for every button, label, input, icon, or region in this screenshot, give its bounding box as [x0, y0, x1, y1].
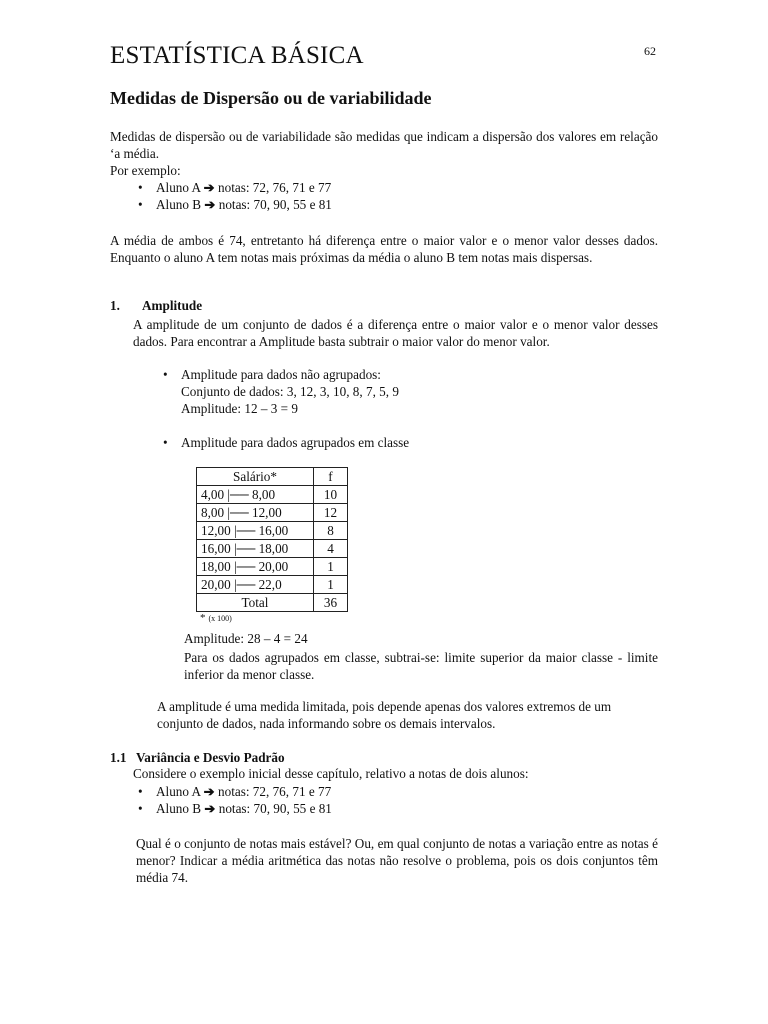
student-name: Aluno B [156, 197, 202, 212]
table-row [197, 522, 348, 540]
footnote-text: (x 100) [208, 614, 232, 623]
asterisk-icon: * [200, 612, 206, 624]
bullet-icon: • [138, 801, 143, 816]
arrow-right-icon: ➔ [204, 197, 216, 212]
amplitude-heading [110, 298, 202, 314]
table-row [197, 558, 348, 576]
arrow-right-icon: ➔ [203, 784, 215, 799]
grouped-explanation: Para os dados agrupados em classe, subtrai-se: limite superior da maior classe - limite inferior da menor classe. [184, 650, 658, 682]
table-row [197, 540, 348, 558]
student-name: Aluno A [156, 784, 201, 799]
class-cell: 16,00 |── 18,00 [197, 540, 314, 558]
table-footnote [200, 612, 232, 624]
list-item [132, 783, 332, 800]
student-grades: notas: 72, 76, 71 e 77 [218, 784, 332, 799]
bullet-icon: • [163, 435, 168, 450]
example-list-repeat [132, 783, 332, 817]
list-item [132, 196, 332, 213]
list-item [132, 179, 332, 196]
class-cell: 4,00 |── 8,00 [197, 486, 314, 504]
bullet-icon: • [138, 784, 143, 799]
table-row [197, 576, 348, 594]
frequency-cell: 10 [314, 486, 348, 504]
class-cell: 18,00 |── 20,00 [197, 558, 314, 576]
student-grades: notas: 72, 76, 71 e 77 [218, 180, 332, 195]
ungrouped-label: Amplitude para dados não agrupados: [181, 367, 381, 382]
grouped-label: Amplitude para dados agrupados em classe [181, 435, 410, 450]
class-cell: 12,00 |── 16,00 [197, 522, 314, 540]
frequency-cell: 1 [314, 576, 348, 594]
heading-text: Amplitude [142, 298, 203, 313]
header-frequency: f [314, 468, 348, 486]
ungrouped-details [181, 383, 399, 417]
list-item [157, 434, 409, 451]
student-name: Aluno B [156, 801, 202, 816]
variance-heading [110, 750, 285, 766]
frequency-cell: 8 [314, 522, 348, 540]
page-number: 62 [644, 44, 656, 58]
table-total-row [197, 594, 348, 612]
total-value: 36 [314, 594, 348, 612]
class-cell: 20,00 |── 22,0 [197, 576, 314, 594]
bullet-icon: • [138, 180, 143, 195]
student-grades: notas: 70, 90, 55 e 81 [218, 197, 332, 212]
frequency-cell: 12 [314, 504, 348, 522]
grouped-list [157, 434, 409, 451]
list-item [132, 800, 332, 817]
list-item [157, 366, 381, 383]
bullet-icon: • [138, 197, 143, 212]
frequency-cell: 1 [314, 558, 348, 576]
table-header-row [197, 468, 348, 486]
frequency-table [196, 467, 348, 612]
student-grades: notas: 70, 90, 55 e 81 [218, 801, 332, 816]
example-label: Por exemplo: [110, 163, 181, 178]
amplitude-limitation: A amplitude é uma medida limitada, pois depende apenas dos valores extremos de um conjunto de dados, nada informando sobre os demais intervalos. [157, 699, 612, 731]
frequency-cell: 4 [314, 540, 348, 558]
ungrouped-result: Amplitude: 12 – 3 = 9 [181, 401, 298, 416]
heading-number: 1.1 [110, 750, 127, 765]
example-list [132, 179, 332, 213]
class-cell: 8,00 |── 12,00 [197, 504, 314, 522]
arrow-right-icon: ➔ [204, 801, 216, 816]
grouped-result: Amplitude: 28 – 4 = 24 [184, 631, 308, 646]
dataset-line: Conjunto de dados: 3, 12, 3, 10, 8, 7, 5, 9 [181, 384, 399, 399]
arrow-right-icon: ➔ [203, 180, 215, 195]
student-name: Aluno A [156, 180, 201, 195]
bullet-icon: • [163, 367, 168, 382]
mean-paragraph: A média de ambos é 74, entretanto há diferença entre o maior valor e o menor valor desses dados. Enquanto o aluno A tem notas mais próximas da média o aluno B tem notas mais dispersas. [110, 233, 658, 265]
heading-text: Variância e Desvio Padrão [136, 750, 285, 765]
variance-intro: Considere o exemplo inicial desse capítulo, relativo a notas de dois alunos: [133, 766, 529, 781]
heading-number: 1. [110, 298, 120, 313]
section-title: Medidas de Dispersão ou de variabilidade [110, 88, 432, 108]
table-row [197, 486, 348, 504]
variance-question: Qual é o conjunto de notas mais estável? Ou, em qual conjunto de notas a variação entre as notas é menor? Indicar a média aritmética das notas não resolve o problema, pois os dois conjuntos têm média 74. [136, 836, 658, 885]
amplitude-definition: A amplitude de um conjunto de dados é a diferença entre o maior valor e o menor valor desses dados. Para encontrar a Amplitude basta subtrair o maior valor do menor valor. [133, 317, 658, 349]
total-label: Total [197, 594, 314, 612]
book-title: ESTATÍSTICA BÁSICA [110, 42, 364, 69]
ungrouped-list [157, 366, 381, 383]
intro-paragraph: Medidas de dispersão ou de variabilidade são medidas que indicam a dispersão dos valores em relação ‘a média. [110, 129, 658, 161]
header-class: Salário* [197, 468, 314, 486]
table-row [197, 504, 348, 522]
